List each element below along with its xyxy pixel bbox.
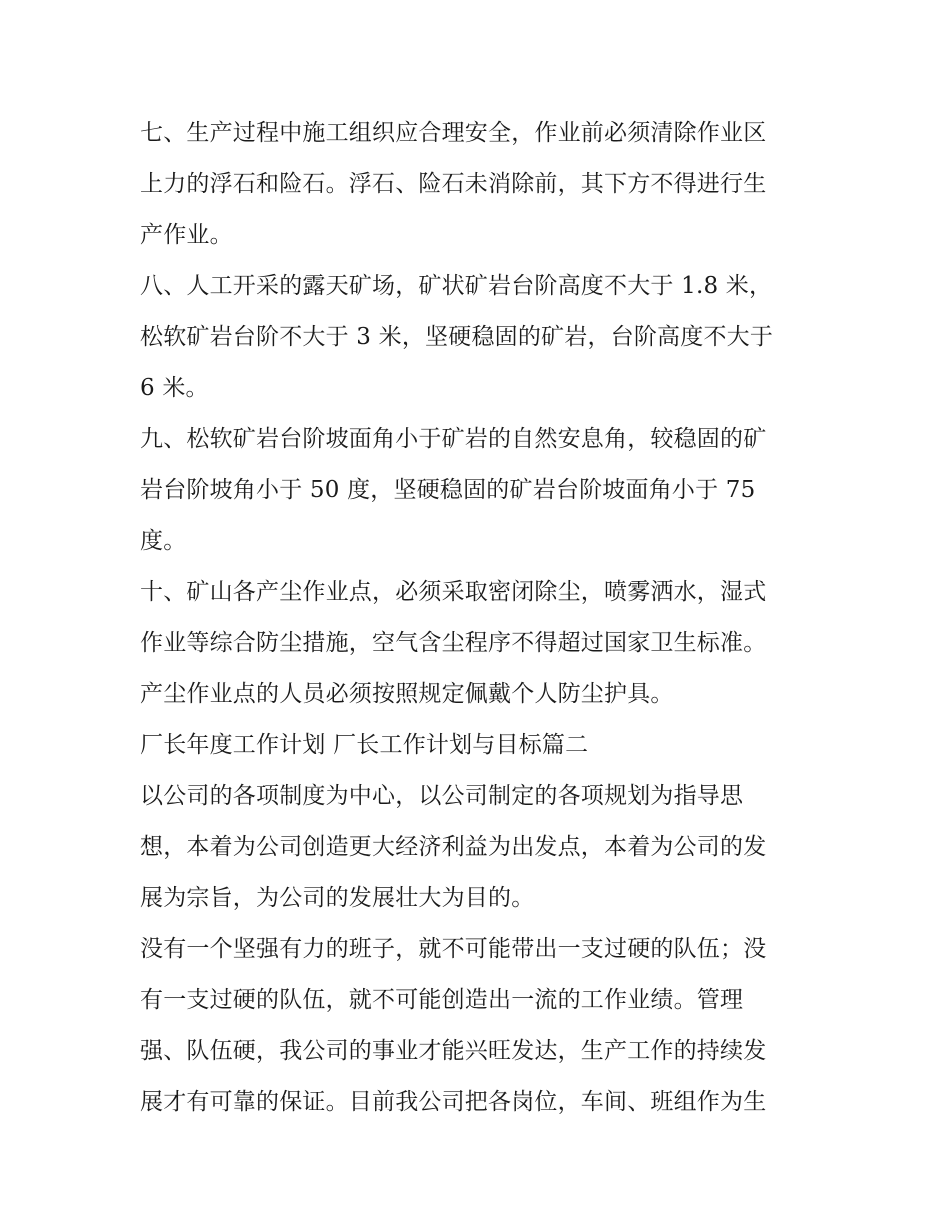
paragraph-safety-rule-7: 七、生产过程中施工组织应合理安全，作业前必须清除作业区 上力的浮石和险石。浮石、险石未消除前，其下方不得进行生 产作业。	[140, 120, 767, 248]
paragraph-safety-rule-10: 十、矿山各产尘作业点，必须采取密闭除尘，喷雾洒水，湿式 作业等综合防尘措施，空气含尘程序不得超过国家卫生标准。 产尘作业点的人员必须按照规定佩戴个人防尘护具。	[140, 579, 767, 707]
document-body	[140, 108, 820, 1128]
section-heading: 厂长年度工作计划 厂长工作计划与目标篇二	[140, 732, 589, 758]
paragraph-guiding-principle: 以公司的各项制度为中心，以公司制定的各项规划为指导思 想，本着为公司创造更大经济利益为出发点，本着为公司的发 展为宗旨，为公司的发展壮大为目的。	[140, 783, 767, 911]
paragraph-safety-rule-8: 八、人工开采的露天矿场，矿状矿岩台阶高度不大于 1.8 米， 松软矿岩台阶不大于 3 米，坚硬稳固的矿岩，台阶高度不大于 6 米。	[140, 273, 774, 401]
paragraph-safety-rule-9: 九、松软矿岩台阶坡面角小于矿岩的自然安息角，较稳固的矿 岩台阶坡角小于 50 度，坚硬稳固的矿岩台阶坡面角小于 75 度。	[140, 426, 767, 554]
paragraph-team-building: 没有一个坚强有力的班子，就不可能带出一支过硬的队伍；没 有一支过硬的队伍，就不可能创造出一流的工作业绩。管理 强、队伍硬，我公司的事业才能兴旺发达，生产工作的持续发 展才有可靠的保证。目前我公司把各岗位，车间、班组作为生	[140, 936, 767, 1115]
